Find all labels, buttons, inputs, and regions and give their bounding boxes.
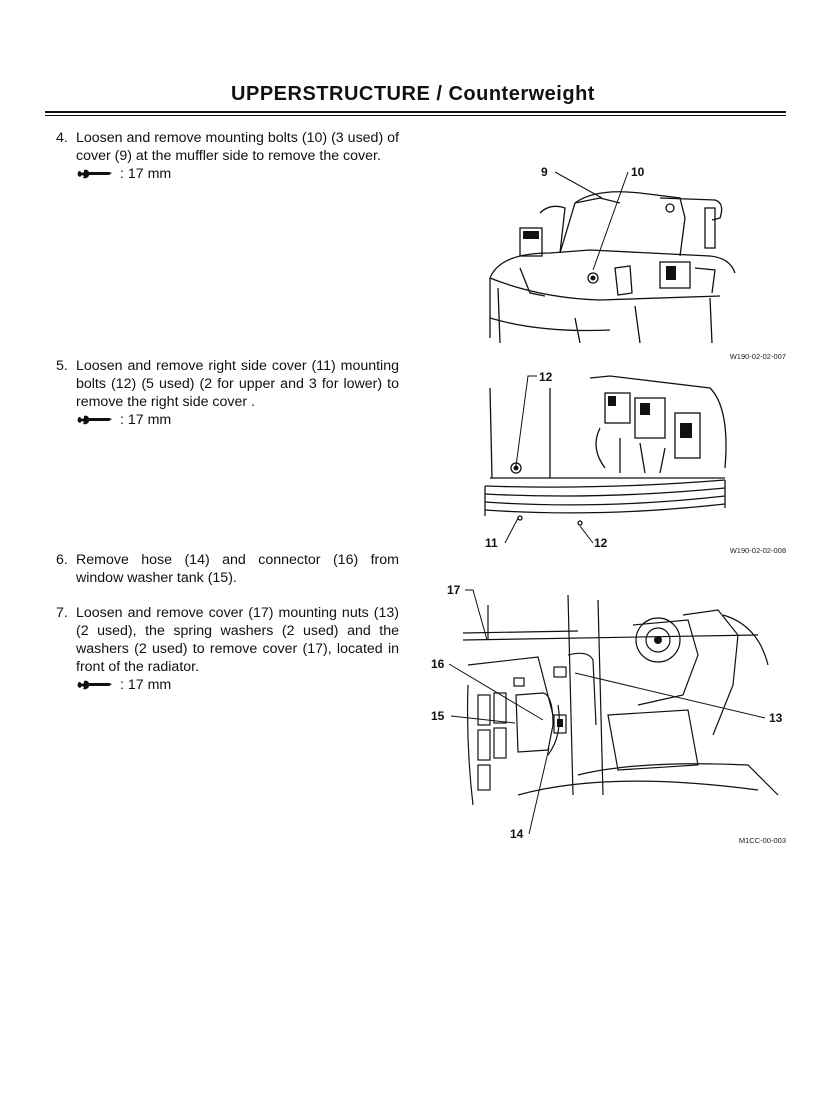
figure-radiator-cover-callouts — [425, 578, 790, 846]
leader-13 — [575, 673, 765, 718]
tool-size: : 17 mm — [120, 166, 172, 182]
callout-9: 9 — [541, 165, 548, 179]
figure-muffler-cover-callouts — [530, 160, 660, 280]
figure-code: W190-02-02-008 — [729, 546, 786, 555]
step-4 — [56, 129, 399, 183]
leader-12-lower — [580, 526, 593, 543]
step-number: 7. — [56, 605, 68, 621]
step-6 — [56, 551, 399, 587]
step-text: Loosen and remove cover (17) mounting nuts (13) (2 used), the spring washers (2 used) and the washers (2 used) to remove cover (17), located in front of the radiator. — [76, 605, 399, 675]
wrench-icon — [76, 679, 114, 691]
callout-16: 16 — [431, 657, 445, 671]
callout-15: 15 — [431, 709, 445, 723]
callout-14: 14 — [510, 827, 524, 841]
callout-13: 13 — [769, 711, 783, 725]
wrench-icon — [76, 414, 114, 426]
header-rule-thin — [45, 115, 786, 116]
leader-15 — [451, 716, 515, 723]
leader-11 — [505, 518, 518, 543]
tool-spec — [76, 165, 399, 183]
header-rule — [45, 111, 786, 113]
callout-11: 11 — [485, 536, 498, 550]
figure-right-side-cover-callouts — [478, 366, 628, 556]
callout-10: 10 — [631, 165, 645, 179]
callout-12-lower: 12 — [594, 536, 608, 550]
callout-17: 17 — [447, 583, 461, 597]
page-title: UPPERSTRUCTURE / Counterweight — [231, 83, 595, 105]
leader-9 — [555, 172, 602, 198]
step-text: Remove hose (14) and connector (16) from window washer tank (15). — [76, 552, 399, 586]
leader-17 — [465, 590, 487, 640]
step-number: 4. — [56, 130, 68, 146]
tool-size: : 17 mm — [120, 677, 172, 693]
figure-code: W190-02-02-007 — [729, 352, 786, 361]
step-text: Loosen and remove right side cover (11) mounting bolts (12) (5 used) (2 for upper and 3 for lower) to remove the right side cover . — [76, 358, 399, 410]
step-5 — [56, 357, 399, 429]
step-7 — [56, 604, 399, 694]
callout-12-upper: 12 — [539, 370, 553, 384]
tool-spec — [76, 676, 399, 694]
step-number: 5. — [56, 358, 68, 374]
tool-size: : 17 mm — [120, 412, 172, 428]
figure-code: M1CC-00-003 — [738, 836, 786, 845]
wrench-icon — [76, 168, 114, 180]
step-number: 6. — [56, 552, 68, 568]
step-text: Loosen and remove mounting bolts (10) (3 used) of cover (9) at the muffler side to remove the cover. — [76, 130, 399, 164]
leader-14 — [529, 748, 549, 834]
leader-12-upper — [516, 376, 537, 466]
tool-spec — [76, 411, 399, 429]
leader-16 — [449, 664, 543, 720]
leader-10 — [593, 172, 628, 270]
